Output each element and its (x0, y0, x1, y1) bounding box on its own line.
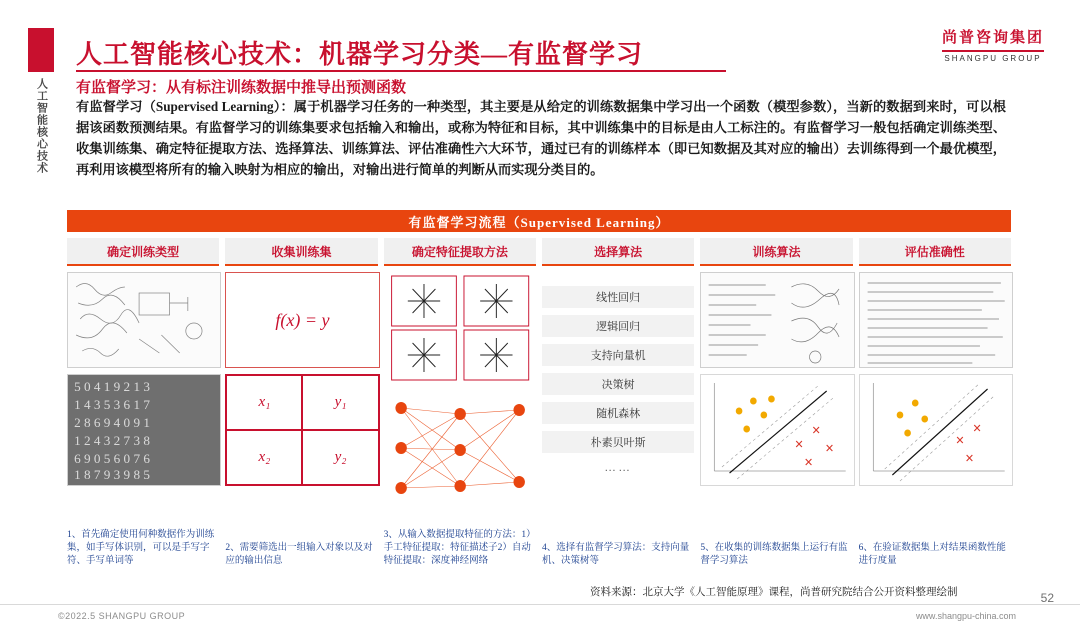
column-header-6: 评估准确性 (859, 238, 1011, 266)
algorithm-item-naive-bayes[interactable]: 朴素贝叶斯 (542, 431, 694, 453)
column-caption-4: 4、选择有监督学习算法：支持向量机、决策树等 (541, 543, 690, 566)
training-notes-image (700, 272, 854, 368)
process-banner: 有监督学习流程（Supervised Learning） (67, 210, 1011, 232)
body-paragraph: 有监督学习（Supervised Learning）：属于机器学习任务的一种类型，其主要是从给定的训练数据集中学习出一个函数（模型参数），当新的数据到来时，可以根据该函数预测结果。有监督学习的训练集要求包括输入和输出，或称为特征和目标，其中训练集中的目标是由人工标注的。有监督学习一般包括确定训练类型、收集训练集、确定特征提取方法、选择算法、训练算法、评估准确性六大环节，通过已有的训练样本（即已知数据及其对应的输出）去训练得到一个最优模型，再利用该模型将所有的输入映射为相应的输出，对输出进行简单的判断从而实现分类目的。 (76, 99, 1006, 177)
svg-text:6 9 0 5 6 0 7 6: 6 9 0 5 6 0 7 6 (74, 451, 150, 466)
page-subtitle: 有监督学习：从有标注训练数据中推导出预测函数 (76, 80, 407, 96)
left-accent-bar (28, 28, 54, 72)
brand-logo (942, 26, 1044, 63)
svg-text:1 4 3 5 3 6 1 7: 1 4 3 5 3 6 1 7 (74, 397, 150, 412)
column-body-3 (384, 266, 536, 568)
process-columns (67, 238, 1011, 568)
column-header-1: 确定训练类型 (67, 238, 219, 266)
pair-cell-x2: x₂ (226, 430, 302, 485)
pair-cell-x1: x₁ (226, 375, 302, 430)
footer-divider (0, 604, 1080, 605)
column-caption-1: 1、首先确定使用何种数据作为训练集，如手写体识别，可以是手写字符、手写单词等 (67, 530, 215, 566)
process-column-4 (542, 238, 694, 568)
algorithm-list-more: …… (604, 460, 633, 474)
handwritten-digits-image (67, 374, 221, 486)
column-caption-6: 6、在验证数据集上对结果函数性能进行度量 (858, 543, 1006, 566)
page-number: 52 (1040, 591, 1054, 605)
column-body-1 (67, 266, 219, 568)
pair-cell-y2: y₂ (302, 430, 378, 485)
website-text: www.shangpu-china.com (915, 611, 1016, 621)
svg-text:1 2 4 3 2 7 3 8: 1 2 4 3 2 7 3 8 (74, 433, 150, 448)
process-column-1 (67, 238, 219, 568)
page-title: 人工智能核心技术：机器学习分类—有监督学习 (76, 40, 644, 69)
algorithm-item-decision-tree[interactable]: 决策树 (542, 373, 694, 395)
column-caption-3: 3、从输入数据提取特征的方法：1）手工特征提取：特征描述子2）自动特征提取：深度神经网络 (383, 530, 536, 566)
algorithm-item-linear-regression[interactable]: 线性回归 (542, 286, 694, 308)
copyright-text: ©2022.5 SHANGPU GROUP (58, 611, 186, 621)
column-header-4: 选择算法 (542, 238, 694, 266)
column-caption-2: 2、需要筛选出一组输入对象以及对应的输出信息 (225, 543, 373, 566)
algorithm-item-logistic-regression[interactable]: 逻辑回归 (542, 315, 694, 337)
brand-logo-cn: 尚普咨询集团 (941, 30, 1044, 46)
vertical-side-label-text: 人工智能核心技术 (35, 78, 48, 174)
process-column-2 (225, 238, 377, 568)
column-body-6 (859, 266, 1011, 568)
vertical-side-label (28, 78, 54, 268)
column-header-5: 训练算法 (700, 238, 852, 266)
pair-cell-y1: y₁ (302, 375, 378, 430)
source-note: 资料来源：北京大学《人工智能原理》课程，尚普研究院结合公开资料整理绘制 (590, 587, 958, 598)
feature-descriptor-diagram (384, 272, 536, 384)
column-header-3: 确定特征提取方法 (384, 238, 536, 266)
svg-text:1 8 7 9 3 9 8 5: 1 8 7 9 3 9 8 5 (74, 467, 150, 482)
process-column-6 (859, 238, 1011, 568)
column-header-2: 收集训练集 (225, 238, 377, 266)
column-body-4 (542, 266, 694, 568)
function-formula: f(x) = y (225, 272, 379, 368)
svg-text:2 8 6 9 4 0 9 1: 2 8 6 9 4 0 9 1 (74, 415, 150, 430)
column-body-5 (700, 266, 852, 568)
process-column-3 (384, 238, 536, 568)
algorithm-item-random-forest[interactable]: 随机森林 (542, 402, 694, 424)
classifier-plot-right (859, 374, 1013, 486)
column-caption-5: 5、在收集的训练数据集上运行有监督学习算法 (700, 543, 848, 566)
algorithm-list (542, 272, 694, 474)
brand-logo-en: SHANGPU GROUP (944, 54, 1042, 63)
classifier-plot-left (700, 374, 854, 486)
algorithm-item-svm[interactable]: 支持向量机 (542, 344, 694, 366)
title-divider (76, 70, 726, 72)
process-column-5 (700, 238, 852, 568)
brand-logo-rule (942, 50, 1044, 52)
column-body-2 (225, 266, 377, 568)
handwriting-sample-image (67, 272, 221, 368)
evaluation-notes-image (859, 272, 1013, 368)
training-pairs-table (225, 374, 379, 486)
svg-text:5 0 4 1 9 2 1 3: 5 0 4 1 9 2 1 3 (74, 379, 150, 394)
neural-network-diagram (384, 392, 536, 510)
